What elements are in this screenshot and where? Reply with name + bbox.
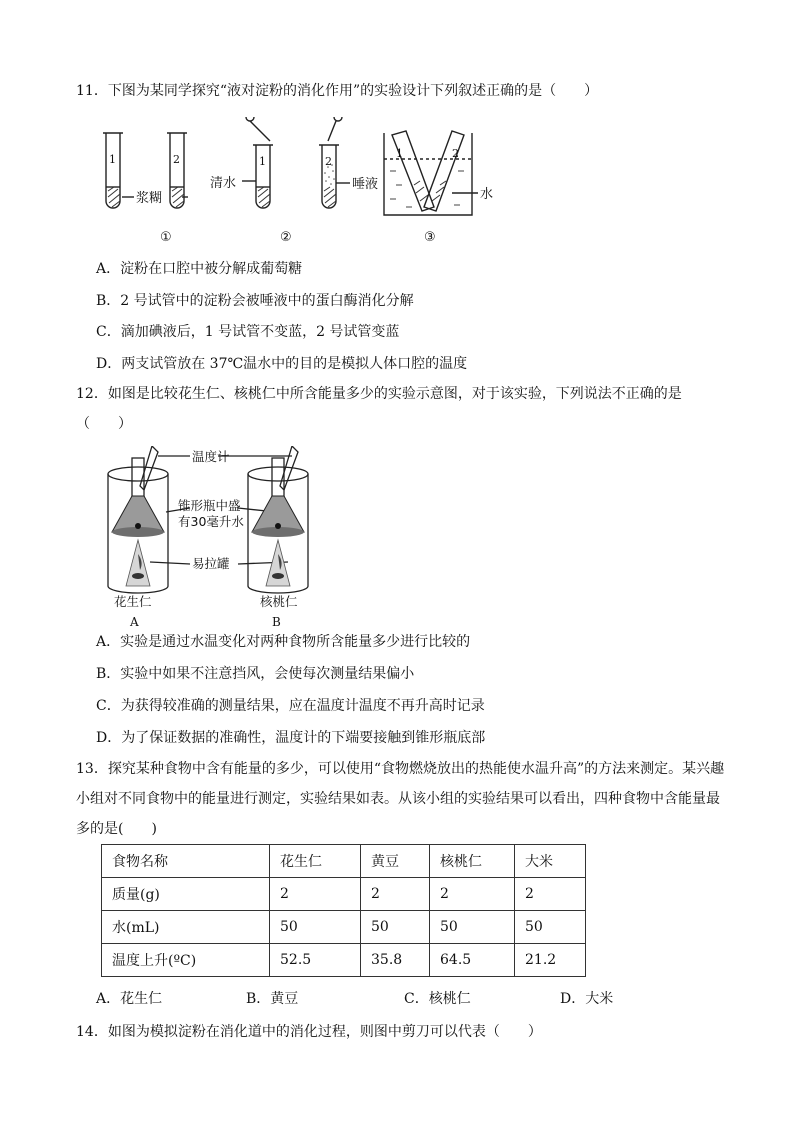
water-label: 清水 [210,176,237,191]
table-cell: 食物名称 [102,845,270,878]
table-cell: 2 [430,878,515,911]
q12-option-a: A．实验是通过水温变化对两种食物所含能量多少进行比较的 [96,634,471,650]
q13-option-a: A．花生仁 [96,991,163,1007]
panel-label-3: ③ [424,230,436,245]
table-cell: 50 [515,911,586,944]
table-cell: 21.2 [515,944,586,977]
flask-label-line1: 锥形瓶中盛 [178,498,241,513]
table-cell: 核桃仁 [430,845,515,878]
q13-option-d: D．大米 [560,991,614,1007]
table-cell: 2 [515,878,586,911]
table-cell: 黄豆 [361,845,430,878]
tube-1-label-c: 1 [396,147,403,160]
table-cell: 52.5 [270,944,361,977]
tube-2-label: 2 [173,153,180,166]
q11-option-a: A．淀粉在口腔中被分解成葡萄糖 [96,261,303,277]
q11-option-d: D．两支试管放在 37℃温水中的目的是模拟人体口腔的温度 [96,356,468,372]
table-cell: 质量(g) [102,878,270,911]
peanut-label: 花生仁 [114,594,152,609]
tube-2-label-b: 2 [325,155,332,168]
table-cell: 50 [430,911,515,944]
panel-label-2: ② [280,230,292,245]
table-row [102,944,586,977]
q11-option-c: C．滴加碘液后，1 号试管不变蓝，2 号试管变蓝 [96,324,400,340]
table-cell: 2 [361,878,430,911]
table-cell: 大米 [515,845,586,878]
saliva-label: 唾液 [352,177,379,192]
tube-2-label-c: 2 [452,147,459,160]
question-14-stem: 14．如图为模拟淀粉在消化道中的消化过程，则图中剪刀可以代表（ ） [76,1024,542,1040]
tube-1-label: 1 [109,153,116,166]
q13-option-b: B．黄豆 [246,991,299,1007]
table-row [102,911,586,944]
thermometer-label: 温度计 [192,449,230,464]
panel-label-1: ① [160,230,172,245]
table-cell: 50 [270,911,361,944]
q13-option-c: C．核桃仁 [404,991,471,1007]
q12-option-c: C．为获得较准确的测量结果，应在温度计温度不再升高时记录 [96,698,485,714]
q11-option-b: B．2 号试管中的淀粉会被唾液中的蛋白酶消化分解 [96,293,414,309]
table-cell: 64.5 [430,944,515,977]
flask-label-line2: 有30毫升水 [178,514,244,529]
walnut-label: 核桃仁 [260,594,298,609]
question-11-stem: 11．下图为某同学探究“液对淀粉的消化作用”的实验设计下列叙述正确的是（ ） [76,83,599,99]
energy-table [101,844,586,977]
label-b: B [272,615,281,629]
tube-1-label-b: 1 [259,155,266,168]
figure-q12 [100,446,320,630]
question-12-stem: 12．如图是比较花生仁、核桃仁中所含能量多少的实验示意图，对于该实验，下列说法不正确的是（ ） [76,386,682,432]
table-cell: 水(mL) [102,911,270,944]
table-row [102,878,586,911]
q12-option-d: D．为了保证数据的准确性，温度计的下端要接触到锥形瓶底部 [96,730,486,746]
table-cell: 2 [270,878,361,911]
table-row [102,845,586,878]
question-13-stem: 13．探究某种食物中含有能量的多少，可以使用“食物燃烧放出的热能使水温升高”的方法来测定。某兴趣小组对不同食物中的能量进行测定，实验结果如表。从该小组的实验结果可以看出，四种食物中含能量最多的是( ) [76,761,725,837]
label-a: A [130,615,139,629]
table-cell: 温度上升(ºC) [102,944,270,977]
figure-q11 [100,115,510,247]
paste-label: 浆糊 [136,191,163,206]
q12-option-b: B．实验中如果不注意挡风，会使每次测量结果偏小 [96,666,415,682]
table-cell: 花生仁 [270,845,361,878]
table-cell: 50 [361,911,430,944]
bath-water-label: 水 [480,187,494,202]
can-label: 易拉罐 [192,556,230,571]
table-cell: 35.8 [361,944,430,977]
